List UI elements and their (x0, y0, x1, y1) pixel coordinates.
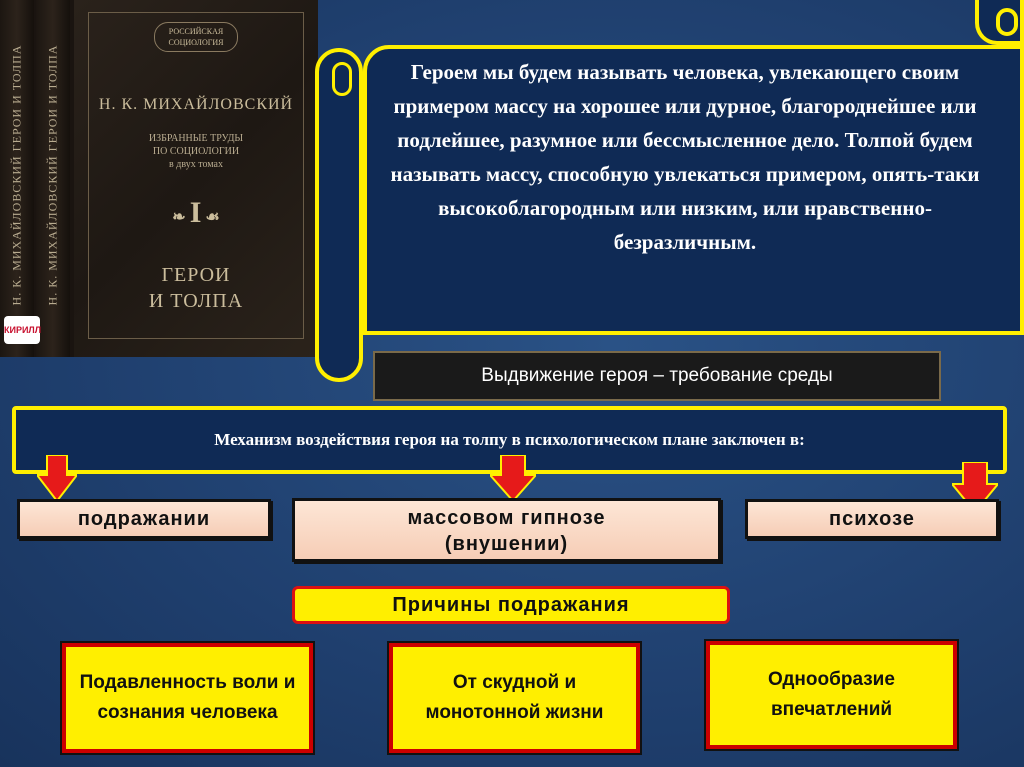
option-imitation: подражании (17, 499, 271, 539)
cause-text: Подавленность воли и сознания человека (79, 672, 296, 723)
cause-box (62, 643, 313, 753)
causes-title: Причины подражания (292, 586, 730, 624)
cover-title-line: И ТОЛПА (148, 290, 244, 312)
corner-scroll-curl-inner (996, 8, 1018, 36)
option-psychosis: психозе (745, 499, 999, 539)
cause-text: Однообразие впечатлений (768, 669, 895, 720)
cover-author: Н. К. МИХАЙЛОВСКИЙ (98, 96, 294, 113)
volume-number: I (189, 196, 202, 229)
cover-subtitle-line: в двух томах (169, 159, 223, 170)
cover-volume (74, 196, 318, 230)
spine-text: Н. К. МИХАЙЛОВСКИЙ ГЕРОИ И ТОЛПА (45, 44, 60, 306)
hero-definition-quote: Героем мы будем называть человека, увлекающего своим примером массу на хорошее или дурное, благороднейшее или подлейшее, разумное или бессмысленное дело. Толпой будем называть массу, способную увлекаться примером, опять-таки высокоблагородным или низким, или нравственно-безразличным. (390, 60, 980, 254)
ornament-icon: ❧ (172, 209, 190, 226)
cover-title-line: ГЕРОИ (161, 264, 231, 286)
book-photo (0, 0, 318, 357)
cover-subtitle (74, 132, 318, 171)
cover-title (74, 262, 318, 314)
cause-box (706, 641, 957, 749)
cover-subtitle-line: ПО СОЦИОЛОГИИ (152, 146, 240, 157)
mechanism-box: Механизм воздействия героя на толпу в психологическом плане заключен в: (12, 406, 1007, 474)
scroll-roll (315, 48, 363, 382)
book-spine (0, 0, 34, 357)
down-arrow-icon (490, 455, 536, 501)
spine-text: Н. К. МИХАЙЛОВСКИЙ ГЕРОИ И ТОЛПА (9, 44, 24, 306)
book-spine (36, 0, 70, 357)
publisher-logo: КИРИЛЛ (4, 316, 40, 344)
down-arrow-icon (37, 455, 77, 501)
cause-box (389, 643, 640, 753)
option-hypnosis-line: (внушении) (444, 533, 569, 555)
series-seal: РОССИЙСКАЯ СОЦИОЛОГИЯ (154, 22, 238, 52)
cover-subtitle-line: ИЗБРАННЫЕ ТРУДЫ (148, 133, 244, 144)
scroll-roll-inner (332, 62, 352, 96)
book-cover (74, 0, 318, 357)
option-hypnosis (292, 498, 721, 562)
ornament-icon: ☙ (201, 209, 220, 226)
cause-text: От скудной и монотонной жизни (425, 672, 604, 723)
option-hypnosis-line: массовом гипнозе (407, 507, 606, 529)
requirement-bar: Выдвижение героя – требование среды (373, 351, 941, 401)
